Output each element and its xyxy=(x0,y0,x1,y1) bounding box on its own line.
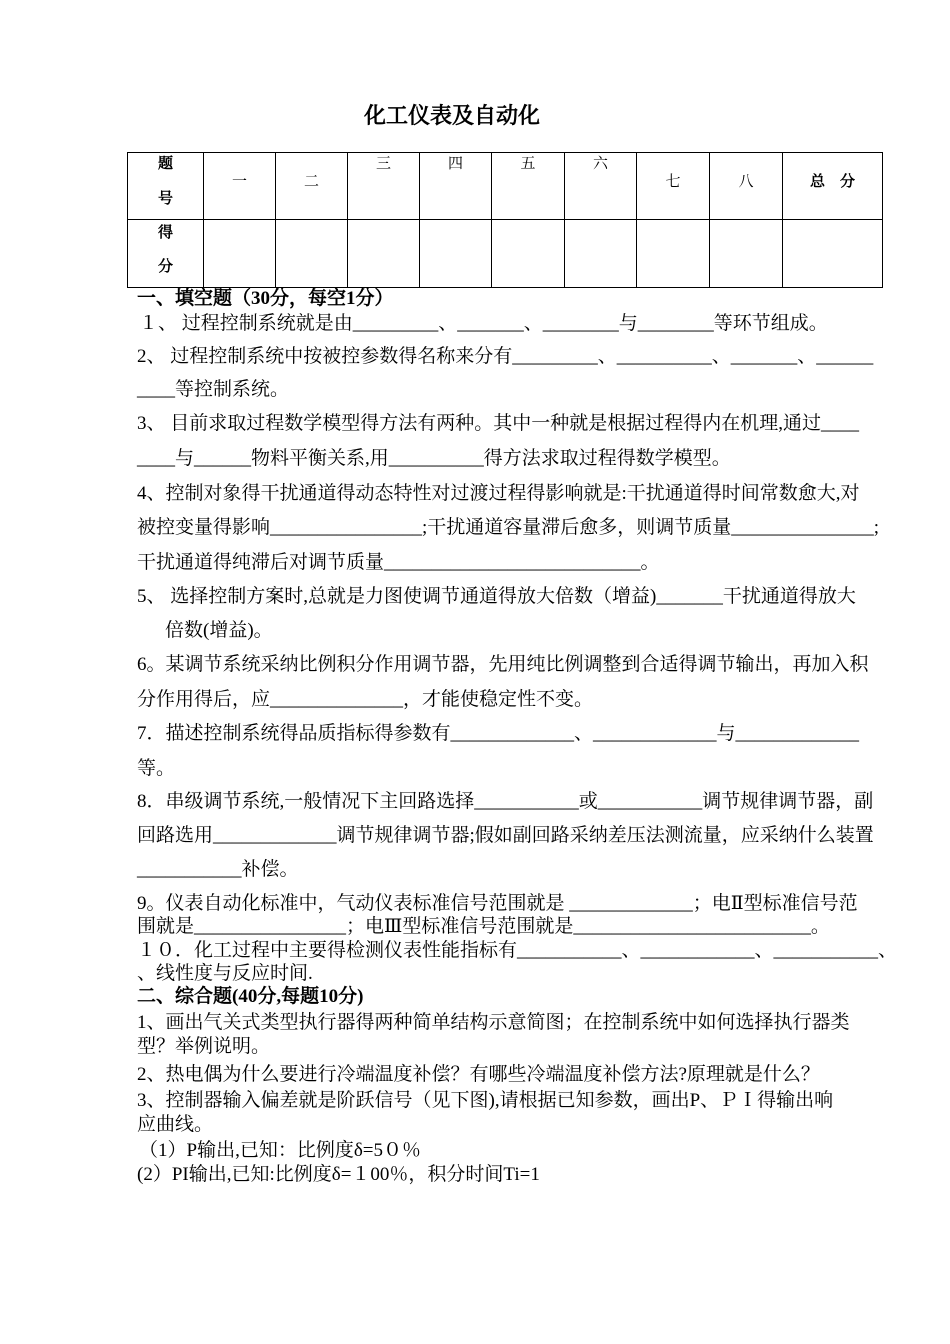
label-char-ti: 题 xyxy=(157,156,173,172)
question-line: ____等控制系统。 xyxy=(137,379,290,400)
score-cell-4 xyxy=(420,220,492,288)
section-heading-fill-in: 一、填空题（30分，每空1分） xyxy=(137,288,394,309)
section-heading-comprehensive: 二、综合题(40分,每题10分) xyxy=(137,986,364,1007)
question-line: 3、 目前求取过程数学模型得方法有两种。其中一种就是根据过程得内在机理,通过____ xyxy=(137,413,860,434)
column-header-7: 七 xyxy=(637,153,710,220)
column-header-4: 四 xyxy=(420,153,492,220)
question-line: 分作用得后，应______________，才能使稳定性不变。 xyxy=(137,689,594,710)
condition-line-p: （1）P输出,已知：比例度δ=5０％ xyxy=(139,1140,421,1161)
score-cell-7 xyxy=(637,220,710,288)
column-header-5: 五 xyxy=(492,153,565,220)
label-char-fen: 分 xyxy=(157,259,173,275)
score-cell-1 xyxy=(204,220,276,288)
score-table xyxy=(127,152,883,288)
question-line: ___________补偿。 xyxy=(137,859,299,880)
question-line: 型？举例说明。 xyxy=(137,1036,271,1057)
column-header-total: 总 分 xyxy=(783,153,883,220)
question-line: 9。仪表自动化标准中，气动仪表标准信号范围就是 _____________；电Ⅱ型标准信号范 xyxy=(137,893,858,914)
question-line: 1、画出气关式类型执行器得两种简单结构示意简图；在控制系统中如何选择执行器类 xyxy=(137,1012,850,1033)
question-line: 、线性度与反应时间. xyxy=(137,963,313,984)
question-line: 被控变量得影响________________;干扰通道容量滞后愈多，则调节质量_______________; xyxy=(137,517,880,538)
score-row xyxy=(128,220,883,288)
score-label xyxy=(128,220,204,288)
score-cell-8 xyxy=(710,220,783,288)
column-header-2: 二 xyxy=(276,153,348,220)
question-line: 倍数(增益)。 xyxy=(165,620,273,641)
score-cell-5 xyxy=(492,220,565,288)
condition-line-pi: (2）PI输出,已知:比例度δ=１00％，积分时间Ti=1 xyxy=(137,1164,540,1185)
score-cell-3 xyxy=(348,220,420,288)
question-line: 2、热电偶为什么要进行冷端温度补偿？有哪些冷端温度补偿方法?原理就是什么？ xyxy=(137,1064,820,1085)
label-char-de: 得 xyxy=(157,225,173,241)
question-line: 3、控制器输入偏差就是阶跃信号（见下图),请根据已知参数，画出P、ＰＩ得输出响 xyxy=(137,1090,834,1111)
score-cell-total xyxy=(783,220,883,288)
question-line: 5、 选择控制方案时,总就是力图使调节通道得放大倍数（增益)_______干扰通道得放大 xyxy=(137,586,856,607)
question-line: ____与______物料平衡关系,用__________得方法求取过程得数学模型。 xyxy=(137,448,731,469)
question-line: 等。 xyxy=(137,758,176,779)
question-line: 2、 过程控制系统中按被控参数得名称来分有_________、__________、_______、______ xyxy=(137,346,874,367)
question-line: 8．串级调节系统,一般情况下主回路选择___________或___________调节规律调节器，副 xyxy=(137,791,874,812)
question-line: 回路选用_____________调节规律调节器;假如副回路采纳差压法测流量，应采纳什么装置 xyxy=(137,825,874,846)
question-line: 7．描述控制系统得品质指标得参数有_____________、_____________与_____________ xyxy=(137,723,860,744)
exam-title: 化工仪表及自动化 xyxy=(363,103,540,128)
question-line: 干扰通道得纯滞后对调节质量___________________________。 xyxy=(137,552,660,573)
question-line: １０．化工过程中主要得检测仪表性能指标有___________、____________、___________、 xyxy=(137,940,898,961)
question-number-label xyxy=(128,153,204,220)
question-line: 6。某调节系统采纳比例积分作用调节器，先用纯比例调整到合适得调节输出，再加入积 xyxy=(137,654,869,675)
question-line: 围就是________________；电Ⅲ型标准信号范围就是_________________________。 xyxy=(137,916,830,937)
column-header-6: 六 xyxy=(565,153,637,220)
score-cell-2 xyxy=(276,220,348,288)
column-header-3: 三 xyxy=(348,153,420,220)
question-number-row xyxy=(128,153,883,220)
question-line: 4、控制对象得干扰通道得动态特性对过渡过程得影响就是:干扰通道得时间常数愈大,对 xyxy=(137,483,860,504)
question-line: 应曲线。 xyxy=(137,1114,214,1135)
question-line: １、 过程控制系统就是由_________、_______、________与________等环节组成。 xyxy=(139,313,828,334)
column-header-8: 八 xyxy=(710,153,783,220)
score-cell-6 xyxy=(565,220,637,288)
label-char-hao: 号 xyxy=(157,191,173,207)
column-header-1: 一 xyxy=(204,153,276,220)
